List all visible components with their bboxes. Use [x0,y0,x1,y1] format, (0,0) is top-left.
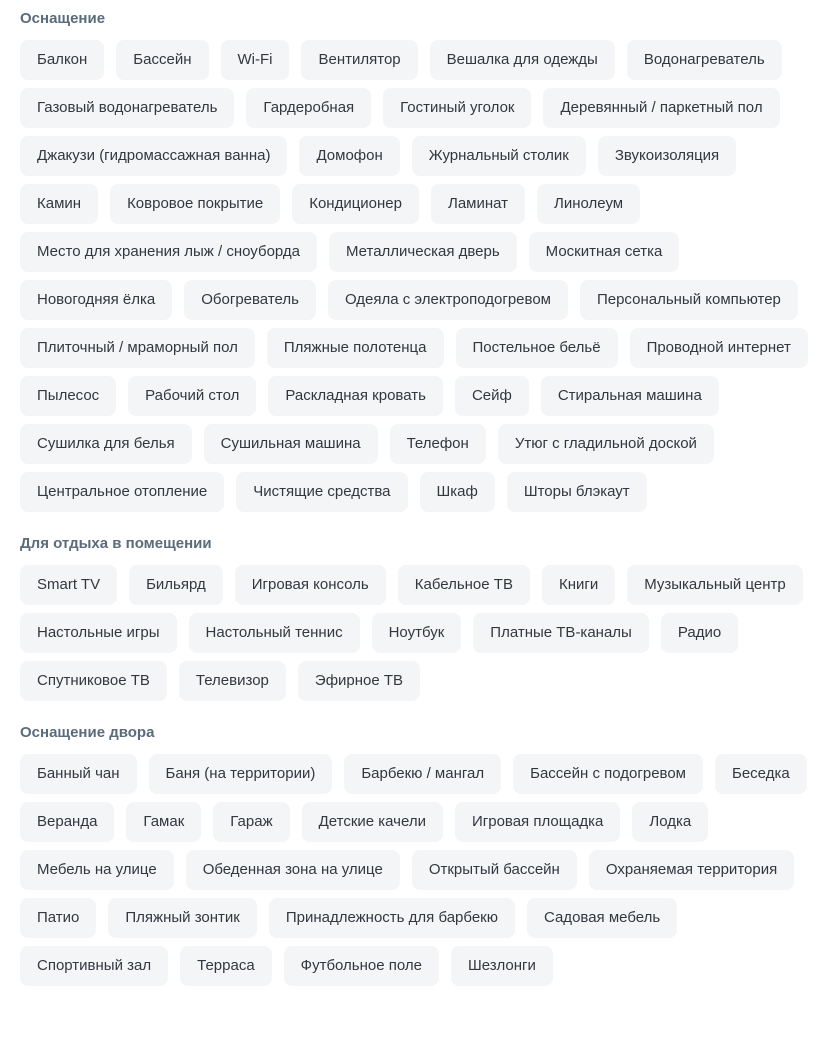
amenity-chip: Футбольное поле [284,946,439,986]
amenity-chip: Ноутбук [372,613,462,653]
amenity-chip: Обогреватель [184,280,316,320]
amenity-chip: Настольные игры [20,613,177,653]
amenity-chip: Игровая консоль [235,565,386,605]
amenity-chip: Лодка [632,802,708,842]
amenity-chip: Игровая площадка [455,802,620,842]
amenity-chip: Сейф [455,376,529,416]
amenity-chip: Звукоизоляция [598,136,736,176]
amenity-chip: Барбекю / мангал [344,754,501,794]
amenities-section [20,535,812,701]
amenity-chip: Проводной интернет [630,328,808,368]
amenity-chip: Балкон [20,40,104,80]
amenity-chip: Гамак [126,802,201,842]
amenity-chip: Персональный компьютер [580,280,798,320]
amenity-chip: Радио [661,613,738,653]
amenity-chip: Банный чан [20,754,137,794]
amenity-chip: Рабочий стол [128,376,256,416]
amenity-chip: Wi-Fi [221,40,290,80]
amenity-chip: Телевизор [179,661,286,701]
amenity-chip: Деревянный / паркетный пол [543,88,779,128]
amenity-chip: Бассейн [116,40,208,80]
amenity-chip: Домофон [299,136,399,176]
amenity-chip: Пляжный зонтик [108,898,256,938]
amenity-chip: Ковровое покрытие [110,184,280,224]
amenity-chip: Эфирное ТВ [298,661,420,701]
section-title: Оснащение двора [20,724,155,741]
amenity-chip: Пылесос [20,376,116,416]
section-title: Для отдыха в помещении [20,535,212,552]
amenity-chip: Линолеум [537,184,640,224]
amenity-chip: Плиточный / мраморный пол [20,328,255,368]
amenity-chip: Гардеробная [246,88,371,128]
amenity-chip: Шкаф [420,472,495,512]
amenity-chip: Металлическая дверь [329,232,517,272]
chips-container [20,754,812,986]
amenity-chip: Спутниковое ТВ [20,661,167,701]
section-title: Оснащение [20,10,106,27]
amenity-chip: Утюг с гладильной доской [498,424,714,464]
amenity-chip: Кабельное ТВ [398,565,530,605]
amenity-chip: Шезлонги [451,946,553,986]
amenity-chip: Вентилятор [301,40,417,80]
amenities-section [20,724,812,986]
amenity-chip: Smart TV [20,565,117,605]
amenity-chip: Патио [20,898,96,938]
amenity-chip: Журнальный столик [412,136,586,176]
amenity-chip: Водонагреватель [627,40,782,80]
amenity-chip: Спортивный зал [20,946,168,986]
amenity-chip: Мебель на улице [20,850,174,890]
amenity-chip: Терраса [180,946,272,986]
amenity-chip: Вешалка для одежды [430,40,615,80]
amenity-chip: Открытый бассейн [412,850,577,890]
amenity-chip: Постельное бельё [456,328,618,368]
amenity-chip: Новогодняя ёлка [20,280,172,320]
amenity-chip: Джакузи (гидромассажная ванна) [20,136,287,176]
chips-container [20,565,812,701]
amenity-chip: Платные ТВ-каналы [473,613,649,653]
amenity-chip: Книги [542,565,615,605]
amenities-page [20,10,812,986]
amenity-chip: Шторы блэкаут [507,472,647,512]
amenity-chip: Кондиционер [292,184,419,224]
amenity-chip: Камин [20,184,98,224]
amenity-chip: Телефон [390,424,486,464]
amenities-section [20,10,812,512]
amenity-chip: Музыкальный центр [627,565,803,605]
amenity-chip: Центральное отопление [20,472,224,512]
amenity-chip: Садовая мебель [527,898,677,938]
amenity-chip: Газовый водонагреватель [20,88,234,128]
amenity-chip: Детские качели [302,802,443,842]
amenity-chip: Пляжные полотенца [267,328,444,368]
chips-container [20,40,812,512]
amenity-chip: Настольный теннис [189,613,360,653]
amenity-chip: Обеденная зона на улице [186,850,400,890]
amenity-chip: Раскладная кровать [268,376,443,416]
amenity-chip: Охраняемая территория [589,850,794,890]
amenity-chip: Бильярд [129,565,223,605]
amenity-chip: Сушильная машина [204,424,378,464]
amenity-chip: Стиральная машина [541,376,719,416]
amenity-chip: Ламинат [431,184,525,224]
amenity-chip: Место для хранения лыж / сноуборда [20,232,317,272]
amenity-chip: Веранда [20,802,114,842]
amenity-chip: Чистящие средства [236,472,407,512]
amenity-chip: Принадлежность для барбекю [269,898,515,938]
amenity-chip: Гараж [213,802,289,842]
amenity-chip: Москитная сетка [529,232,680,272]
amenity-chip: Гостиный уголок [383,88,531,128]
amenity-chip: Одеяла с электроподогревом [328,280,568,320]
amenity-chip: Бассейн с подогревом [513,754,703,794]
amenity-chip: Баня (на территории) [149,754,333,794]
amenity-chip: Беседка [715,754,807,794]
amenity-chip: Сушилка для белья [20,424,192,464]
